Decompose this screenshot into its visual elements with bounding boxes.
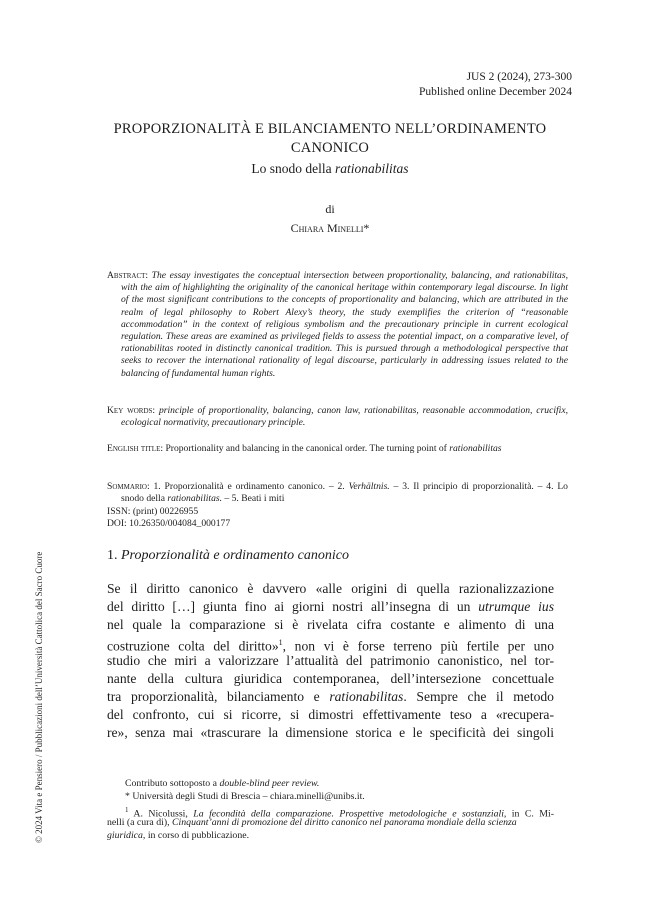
footnote-peer-review-text: Contributo sottoposto a bbox=[125, 778, 220, 789]
keywords-text: principle of proportionality, balancing, canon law, rationabilitas, reasonable accommodation, crucifix, ecological normativity, precautionary principle. bbox=[121, 405, 569, 429]
body-line-2-text: del diritto […] giunta fino ai giorni nostri all’insegna di un bbox=[107, 599, 479, 614]
body-line-9: re», senza mai «trascurare la dimensione storica e le specificità dei singoli bbox=[107, 725, 554, 740]
byline-di: di bbox=[325, 202, 335, 216]
sommario-italic-1: Verhältnis. bbox=[348, 481, 390, 492]
body-line-6: nante della cultura giuridica contemporanea, dell’intersezione concettuale bbox=[107, 671, 554, 686]
body-line-2 bbox=[107, 598, 554, 615]
sommario-part-3: – 5. Beati i miti bbox=[222, 493, 285, 505]
section-number: 1. bbox=[107, 548, 121, 563]
footnote-1-author: A. Nicolussi, bbox=[128, 808, 194, 820]
body-line-7-italic: rationabilitas bbox=[329, 689, 404, 704]
sommario-part-1: 1. Proporzionalità e ordinamento canonico. – 2. bbox=[153, 481, 349, 492]
abstract bbox=[107, 270, 568, 380]
article-title-line-2: CANONICO bbox=[290, 140, 370, 156]
body-line-4-text-b: , non vi è forse terreno più fertile per uno bbox=[282, 638, 554, 654]
keywords bbox=[107, 405, 568, 429]
footnote-1-volume-end: giuridica bbox=[107, 830, 143, 841]
footnote-1-title: La fecondità della comparazione. Prospettive metodologiche e sostanziali bbox=[193, 808, 504, 820]
abstract-label: Abstract: bbox=[107, 270, 149, 281]
copyright-sidebar: © 2024 Vita e Pensiero / Pubblicazioni dell’Università Cattolica del Sacro Cuore bbox=[34, 551, 44, 843]
body-line-1: Se il diritto canonico è davvero «alle origini di quella razionalizzazione bbox=[107, 581, 554, 596]
footnote-1-marker: 1 bbox=[125, 806, 129, 814]
subtitle-prefix: Lo snodo della bbox=[251, 161, 336, 176]
subtitle-italic: rationabilitas bbox=[335, 161, 409, 176]
article-title-line-1: PROPORZIONALITÀ E BILANCIAMENTO NELL’ORDINAMENTO bbox=[113, 121, 547, 137]
english-title-label: English title: bbox=[107, 443, 164, 454]
sommario-part-2: – 3. Il principio di proporzionalità. – 4. Lo snodo della bbox=[121, 481, 568, 505]
sommario-italic-2: rationabilitas. bbox=[167, 493, 223, 505]
body-line-4-text-a: costruzione colta del diritto» bbox=[107, 638, 279, 654]
body-line-3: nel quale la comparazione si è rivelata cifra costante e alimento di una bbox=[107, 617, 554, 632]
footnote-1-line-2 bbox=[107, 817, 554, 829]
doi: DOI: 10.26350/004084_000177 bbox=[107, 518, 231, 529]
sommario-label: Sommario: bbox=[107, 481, 150, 492]
journal-citation: JUS 2 (2024), 273-300 bbox=[466, 71, 572, 83]
footnote-1-line-3 bbox=[107, 830, 554, 842]
keywords-label: Key words: bbox=[107, 405, 156, 416]
body-line-7-text-a: tra proporzionalità, bilanciamento e bbox=[107, 689, 330, 704]
footnote-1-volume: Cinquant’anni di promozione del diritto canonico nel panorama mondiale della scienza bbox=[172, 817, 517, 828]
body-line-7-text-b: . Sempre che il metodo bbox=[403, 689, 554, 704]
footnote-1-editor: nelli (a cura di), bbox=[107, 817, 173, 828]
footnote-affiliation: * Università degli Studi di Brescia – chiara.minelli@unibs.it. bbox=[125, 791, 365, 802]
english-title-italic: rationabilitas bbox=[449, 443, 502, 454]
footnote-1-in: , in C. Mi- bbox=[503, 808, 554, 820]
footnote-1-status: , in corso di pubblicazione. bbox=[142, 830, 250, 841]
section-heading bbox=[107, 548, 349, 564]
english-title-text: Proportionality and balancing in the canonical order. The turning point of bbox=[165, 443, 447, 454]
footnote-peer-review bbox=[125, 778, 554, 790]
footnote-ref-1: 1 bbox=[278, 638, 283, 647]
body-line-2-italic: utrumque ius bbox=[478, 599, 554, 614]
english-title bbox=[107, 443, 568, 455]
abstract-text: The essay investigates the conceptual intersection between proportionality, balancing, and rationabilitas, with the aim of highlighting the originality of the canonical heritage within contemporary legal discourse. In light of the most significant contributions to the concepts of proportionality and balancing, which are attributed in the realm of legal philosophy to Robert Alexy’s theory, the study exemplifies the criterion of “reasonable accommodation” in the context of religious symbolism and the precautionary principle in current ecological regulation. These areas are examined as privileged fields to assess the potential impact, on a comparative level, of rationabilitas rooted in distinctly canonical tradition. This is pursued through a methodological perspective that seeks to recover the international rationality of legal discourse, particularly in addressing issues related to the balancing of fundamental human rights. bbox=[121, 270, 568, 379]
author-name: Chiara Minelli* bbox=[290, 221, 370, 235]
journal-header bbox=[419, 70, 572, 100]
article-subtitle bbox=[100, 161, 560, 177]
issn: ISSN: (print) 00226955 bbox=[107, 506, 199, 517]
body-line-8: del confronto, cui si ricorre, si dimostri effettivamente teso a «recupera- bbox=[107, 707, 554, 722]
sommario bbox=[107, 481, 568, 505]
body-line-5: studio che miri a valorizzare l’attualità del patrimonio canonistico, nel tor- bbox=[107, 653, 554, 668]
publication-date: Published online December 2024 bbox=[419, 86, 572, 98]
body-line-4 bbox=[107, 634, 554, 654]
section-title: Proporzionalità e ordinamento canonico bbox=[121, 548, 349, 563]
footnote-peer-review-italic: double-blind peer review. bbox=[219, 778, 320, 789]
body-line-7 bbox=[107, 688, 554, 705]
